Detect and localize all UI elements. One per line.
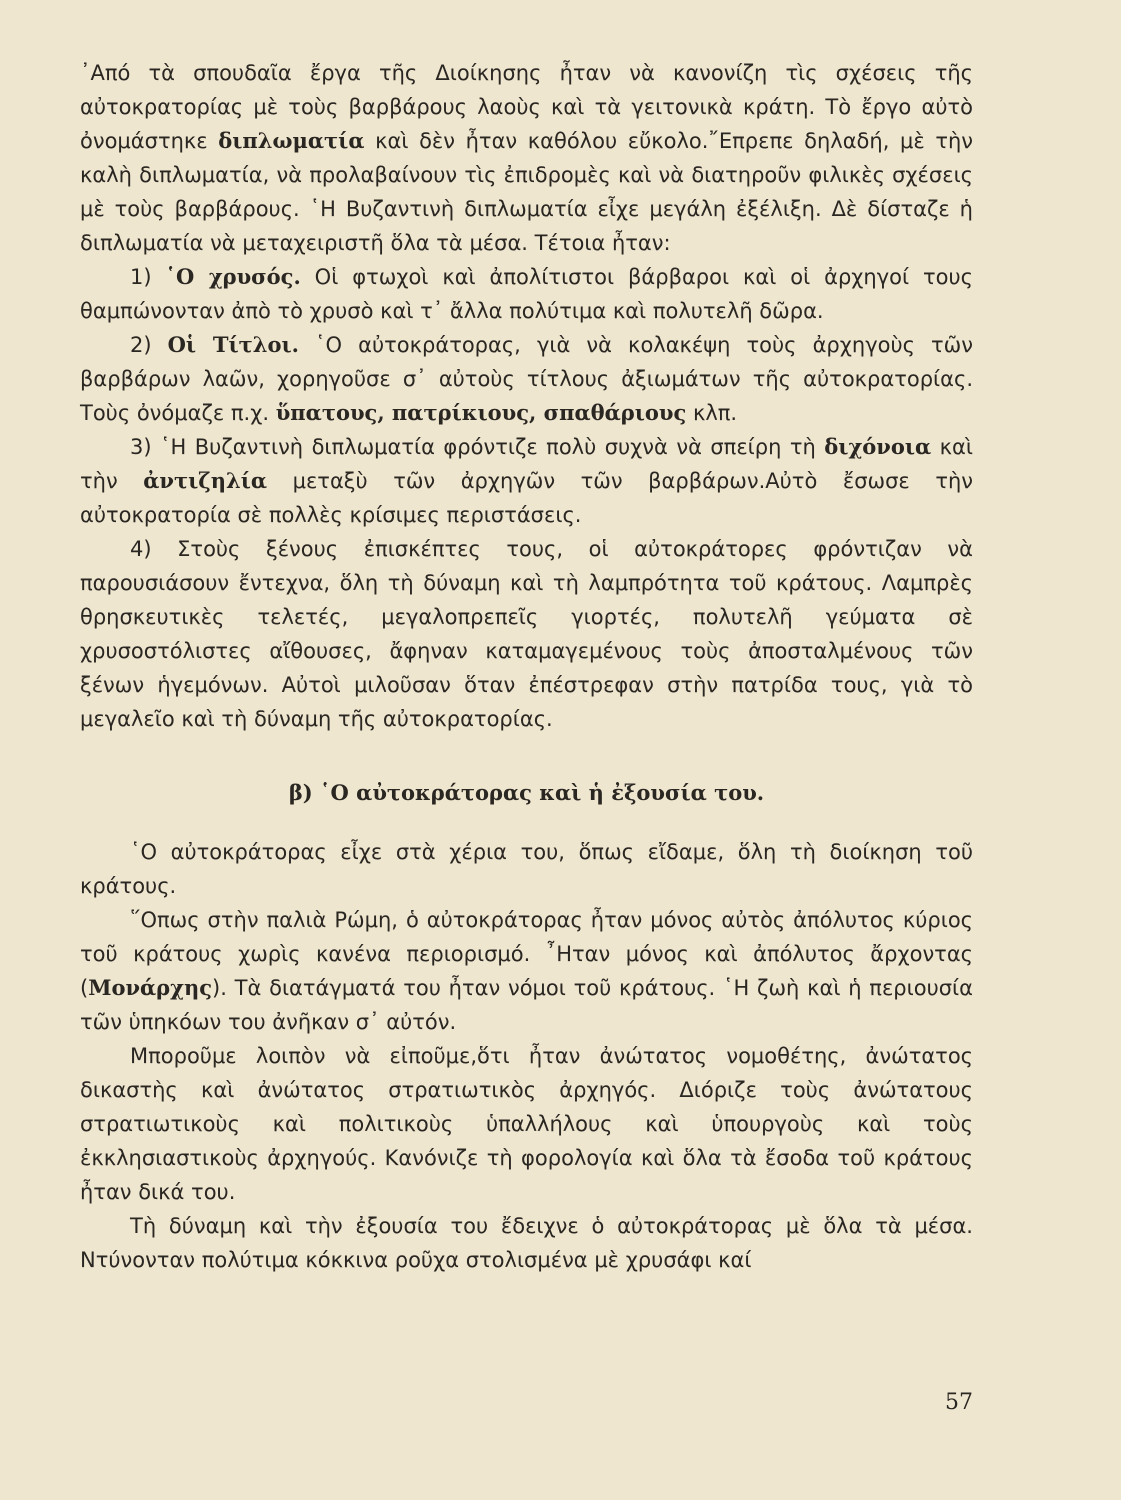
text: ῞Οπως στὴν παλιὰ Ρώμη, ὁ αὐτοκράτορας ἦταν μόνος αὐτὸς ἀπόλυτος κύριος τοῦ κράτους χωρὶς κανένα περιορισμό. ῏Ηταν μόνος καὶ ἀπόλυτος ἄρχοντας (	[80, 908, 973, 1000]
paragraph-emperor-display	[80, 1209, 973, 1277]
text: ᾿Από τὰ σπουδαῖα ἔργα τῆς Διοίκησης ἦταν νὰ κανονίζη τὶς σχέσεις τῆς αὐτοκρατορίας μὲ τοὺς βαρβάρους λαοὺς καὶ τὰ γειτονικὰ κράτη. Τὸ ἔργο αὐτὸ ὀνομάστηκε	[80, 61, 973, 153]
text: Τὴ δύναμη καὶ τὴν ἐξουσία του ἔδειχνε ὁ αὐτοκράτορας μὲ ὅλα τὰ μέσα. Ντύνονταν πολύτιμα κόκκινα ροῦχα στολισμένα μὲ χρυσάφι καί	[80, 1214, 973, 1272]
page-number: 57	[945, 1390, 973, 1415]
text: Οἱ φτωχοὶ καὶ ἀπολίτιστοι βάρβαροι καὶ οἱ ἀρχηγοί τους θαμπώνονταν ἀπὸ τὸ χρυσὸ καὶ τ᾿ ἄλλα πολύτιμα καὶ πολυτελῆ δῶρα.	[80, 265, 973, 323]
term-title-names: ὕπατους, πατρίκιους, σπαθάριους	[275, 400, 687, 425]
term-discord: διχόνοια	[824, 434, 932, 459]
paragraph-item-2	[80, 328, 973, 430]
term-titles: Οἱ Τίτλοι.	[167, 332, 299, 357]
item-number: 2)	[130, 333, 168, 357]
text: καὶ δὲν ἦταν καθόλου εὔκολο.῎Επρεπε δηλαδή, μὲ τὴν καλὴ διπλωματία, νὰ προλαβαίνουν τὶς ἐπιδρομὲς καὶ νὰ διατηροῦν φιλικὲς σχέσεις μὲ τοὺς βαρβάρους. ῾Η Βυζαντινὴ διπλωματία εἶχε μεγάλη ἐξέλιξη. Δὲ δίσταζε ἡ διπλωματία νὰ μεταχειριστῆ ὅλα τὰ μέσα. Τέτοια ἦταν:	[80, 129, 974, 255]
term-rivalry: ἀντιζηλία	[143, 468, 268, 493]
paragraph-diplomacy-intro	[80, 56, 973, 260]
paragraph-item-1	[80, 260, 973, 328]
term-gold: ῾Ο χρυσός.	[165, 264, 301, 289]
text: ). Τὰ διατάγματά του ἦταν νόμοι τοῦ κράτους. ῾Η ζωὴ καὶ ἡ περιουσία τῶν ὑπηκόων του ἀνῆκαν σ᾿ αὐτόν.	[80, 976, 973, 1034]
paragraph-item-4	[80, 532, 973, 736]
text: κλπ.	[686, 401, 738, 425]
item-number: 1)	[130, 265, 166, 289]
paragraph-emperor-absolute	[80, 903, 973, 1039]
term-monarch: Μονάρχης	[88, 975, 213, 1000]
text: 4) Στοὺς ξένους ἐπισκέπτες τους, οἱ αὐτοκράτορες φρόντιζαν νὰ παρουσιάσουν ἔντεχνα, ὅλη τὴ δύναμη καὶ τὴ λαμπρότητα τοῦ κράτους. Λαμπρὲς θρησκευτικὲς τελετές, μεγαλοπρεπεῖς γιορτές, πολυτελῆ γεύματα σὲ χρυσοστόλιστες αἴθουσες, ἄφηναν καταμαγεμένους τοὺς ἀποσταλμένους τῶν ξένων ἡγεμόνων. Αὐτοὶ μιλοῦσαν ὅταν ἐπέστρεφαν στὴν πατρίδα τους, γιὰ τὸ μεγαλεῖο καὶ τὴ δύναμη τῆς αὐτοκρατορίας.	[80, 537, 973, 731]
paragraph-emperor-administration	[80, 835, 973, 903]
text: 3) ῾Η Βυζαντινὴ διπλωματία φρόντιζε πολὺ συχνὰ νὰ σπείρη τὴ	[130, 435, 825, 459]
section-heading: β) ῾Ο αὐτοκράτορας καὶ ἡ ἐξουσία του.	[288, 780, 765, 805]
paragraph-item-3	[80, 430, 973, 532]
text: Μποροῦμε λοιπὸν νὰ εἰποῦμε,ὅτι ἦταν ἀνώτατος νομοθέτης, ἀνώτατος δικαστὴς καὶ ἀνώτατος στρατιωτικὸς ἀρχηγός. Διόριζε τοὺς ἀνώτατους στρατιωτικοὺς καὶ πολιτικοὺς ὑπαλλήλους καὶ ὑπουργοὺς καὶ τοὺς ἐκκλησιαστικοὺς ἀρχηγούς. Κανόνιζε τὴ φορολογία καὶ ὅλα τὰ ἔσοδα τοῦ κράτους ἦταν δικά του.	[80, 1044, 973, 1204]
text: ῾Ο αὐτοκράτορας, γιὰ νὰ κολακέψη τοὺς ἀρχηγοὺς τῶν βαρβάρων λαῶν, χορηγοῦσε σ᾿ αὐτοὺς τίτλους ἀξιωμάτων τῆς αὐτοκρατορίας. Τοὺς ὀνόμαζε π.χ.	[80, 333, 973, 425]
term-diplomacy: διπλωματία	[218, 128, 365, 153]
text: καὶ τὴν	[80, 435, 973, 493]
text: ῾Ο αὐτοκράτορας εἶχε στὰ χέρια του, ὅπως εἴδαμε, ὅλη τὴ διοίκηση τοῦ κράτους.	[80, 840, 973, 898]
text: μεταξὺ τῶν ἀρχηγῶν τῶν βαρβάρων.Αὐτὸ ἔσωσε τὴν αὐτοκρατορία σὲ πολλὲς κρίσιμες περιστάσεις.	[80, 469, 973, 527]
paragraph-emperor-powers	[80, 1039, 973, 1209]
